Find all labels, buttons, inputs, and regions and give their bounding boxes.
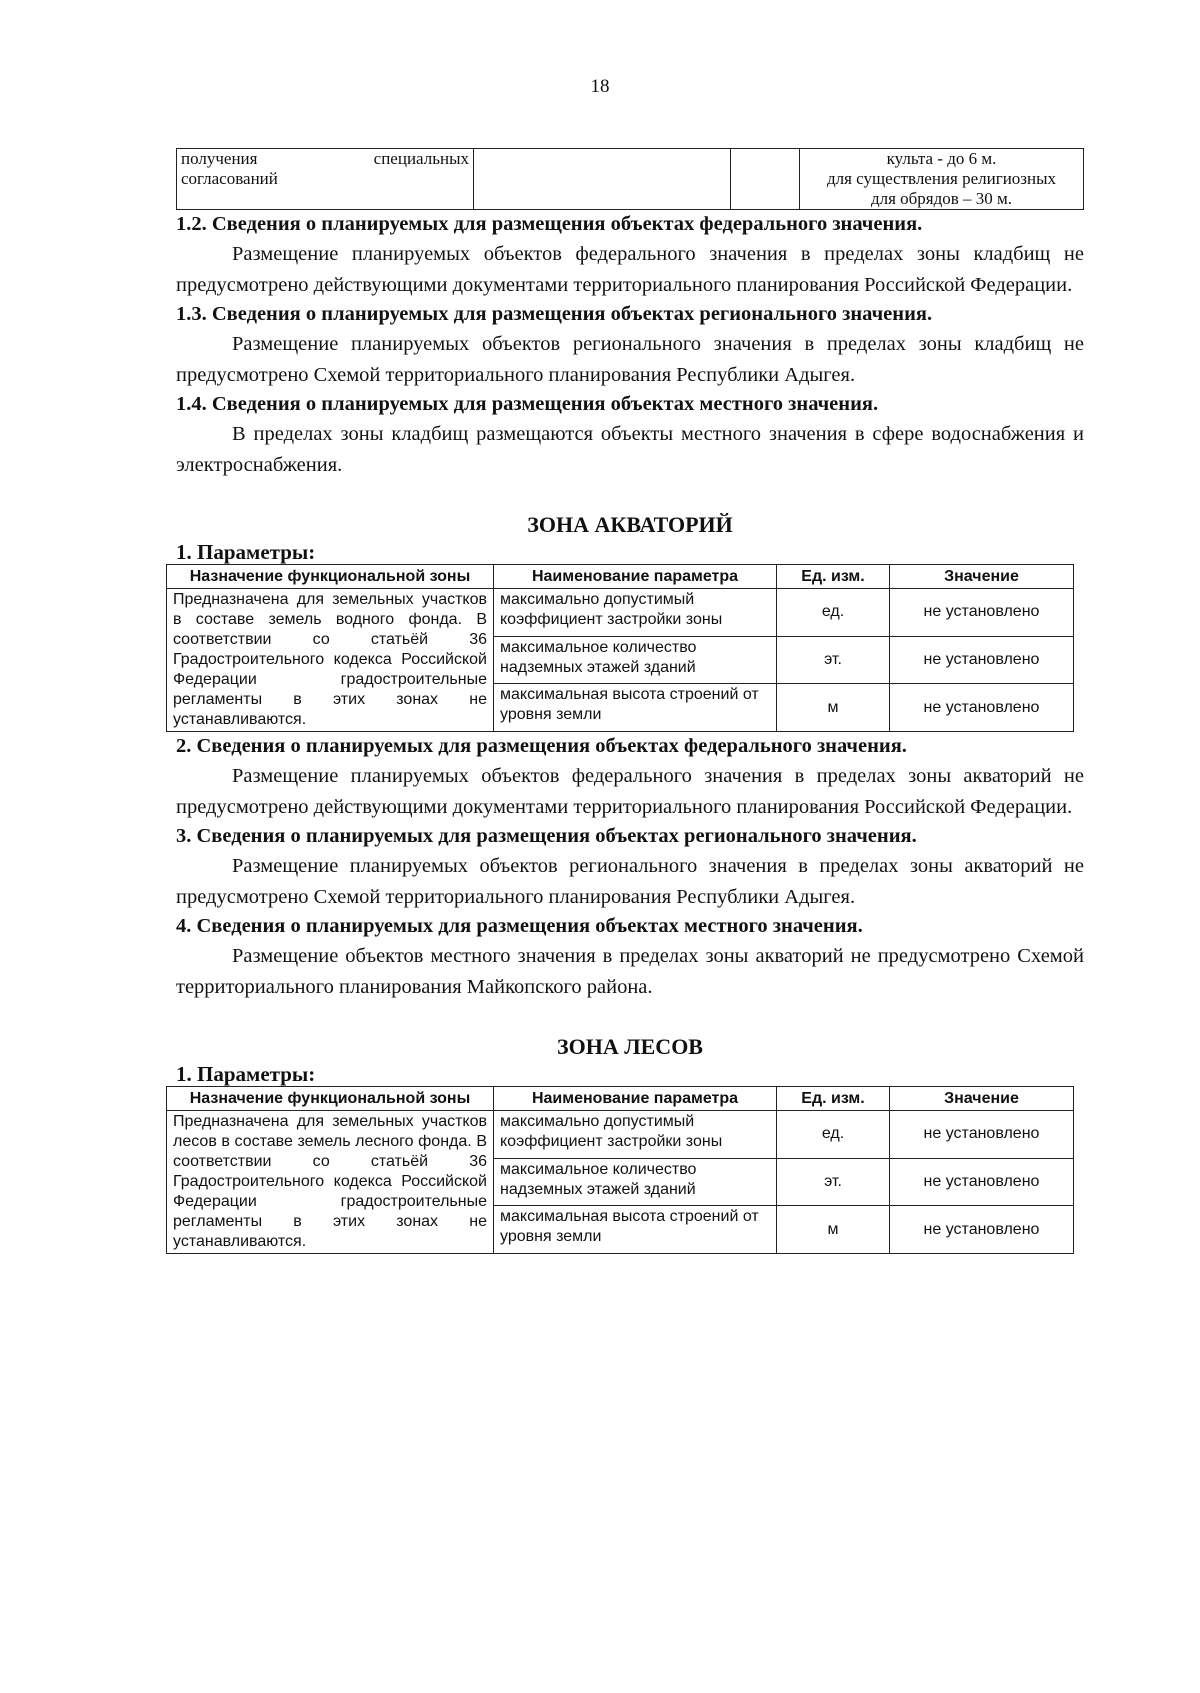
param-unit: м	[777, 684, 890, 732]
section-heading: 1.2. Сведения о планируемых для размещения объектах федерального значения.	[176, 213, 923, 235]
column-header: Назначение функциональной зоны	[167, 565, 494, 589]
zone-purpose-cell: Предназначена для земельных участков лесов в составе земель лесного фонда. В соответствии со статьёй 36 Градостроительного кодекса Российской Федерации градостроительные регламенты в этих зонах не устанавливаются.	[167, 1111, 494, 1254]
param-unit: эт.	[777, 1158, 890, 1206]
page-number: 18	[590, 76, 610, 97]
continuation-table	[176, 148, 1084, 210]
continuation-cell-empty	[474, 149, 731, 210]
param-name: максимальное количество надземных этажей зданий	[494, 636, 777, 684]
section-heading: 4. Сведения о планируемых для размещения объектах местного значения.	[176, 915, 863, 937]
continuation-cell-purpose	[177, 149, 474, 210]
table-row	[167, 589, 1074, 637]
forest-params-table	[166, 1086, 1074, 1254]
section-paragraph: Размещение объектов местного значения в пределах зоны акваторий не предусмотрено Схемой территориального планирования Майкопского района.	[176, 945, 1084, 998]
zone-purpose-cell: Предназначена для земельных участков в составе земель водного фонда. В соответствии со статьёй 36 Градостроительного кодекса Российской Федерации градостроительные регламенты в этих зонах не устанавливаются.	[167, 589, 494, 732]
param-value: не установлено	[890, 1158, 1074, 1206]
cell-line: получения специальных	[181, 149, 469, 168]
table-row	[177, 149, 1084, 210]
section-paragraph: Размещение планируемых объектов федерального значения в пределах зоны кладбищ не предусмотрено действующими документами территориального планирования Российской Федерации.	[176, 243, 1084, 296]
param-value: не установлено	[890, 684, 1074, 732]
section-heading: 1.3. Сведения о планируемых для размещения объектах регионального значения.	[176, 303, 933, 325]
cell-line: согласований	[181, 169, 278, 188]
page-content	[173, 148, 1084, 1254]
param-unit: ед.	[777, 1111, 890, 1159]
param-unit: м	[777, 1206, 890, 1254]
section-heading: 3. Сведения о планируемых для размещения объектах регионального значения.	[176, 825, 917, 847]
column-header: Ед. изм.	[777, 565, 890, 589]
table-header-row	[167, 1087, 1074, 1111]
params-heading: 1. Параметры:	[176, 1062, 316, 1086]
zone-title: ЗОНА ЛЕСОВ	[557, 1034, 703, 1059]
param-name: максимально допустимый коэффициент застройки зоны	[494, 1111, 777, 1159]
column-header: Ед. изм.	[777, 1087, 890, 1111]
cell-line: культа - до 6 м.	[886, 149, 997, 168]
param-value: не установлено	[890, 636, 1074, 684]
param-name: максимальная высота строений от уровня земли	[494, 1206, 777, 1254]
aquatory-params-table	[166, 564, 1074, 732]
table-row	[167, 1111, 1074, 1159]
params-heading: 1. Параметры:	[176, 540, 316, 564]
cell-line: для обрядов – 30 м.	[870, 189, 1013, 208]
column-header: Наименование параметра	[494, 565, 777, 589]
table-header-row	[167, 565, 1074, 589]
param-value: не установлено	[890, 1111, 1074, 1159]
section-paragraph: Размещение планируемых объектов регионального значения в пределах зоны кладбищ не предусмотрено Схемой территориального планирования Республики Адыгея.	[176, 333, 1084, 386]
column-header: Значение	[890, 565, 1074, 589]
zone-title: ЗОНА АКВАТОРИЙ	[527, 512, 733, 537]
column-header: Значение	[890, 1087, 1074, 1111]
continuation-cell-value	[800, 149, 1084, 210]
param-value: не установлено	[890, 1206, 1074, 1254]
column-header: Назначение функциональной зоны	[167, 1087, 494, 1111]
param-name: максимальная высота строений от уровня земли	[494, 684, 777, 732]
section-heading: 2. Сведения о планируемых для размещения объектах федерального значения.	[176, 735, 907, 757]
param-name: максимально допустимый коэффициент застройки зоны	[494, 589, 777, 637]
continuation-cell-empty	[731, 149, 800, 210]
cell-line: для существления религиозных	[826, 169, 1057, 188]
param-unit: ед.	[777, 589, 890, 637]
column-header: Наименование параметра	[494, 1087, 777, 1111]
section-paragraph: В пределах зоны кладбищ размещаются объекты местного значения в сфере водоснабжения и электроснабжения.	[176, 423, 1084, 476]
section-paragraph: Размещение планируемых объектов регионального значения в пределах зоны акваторий не предусмотрено Схемой территориального планирования Республики Адыгея.	[176, 855, 1084, 908]
section-heading: 1.4. Сведения о планируемых для размещения объектах местного значения.	[176, 393, 879, 415]
param-value: не установлено	[890, 589, 1074, 637]
param-name: максимальное количество надземных этажей зданий	[494, 1158, 777, 1206]
param-unit: эт.	[777, 636, 890, 684]
section-paragraph: Размещение планируемых объектов федерального значения в пределах зоны акваторий не предусмотрено действующими документами территориального планирования Российской Федерации.	[176, 765, 1084, 818]
